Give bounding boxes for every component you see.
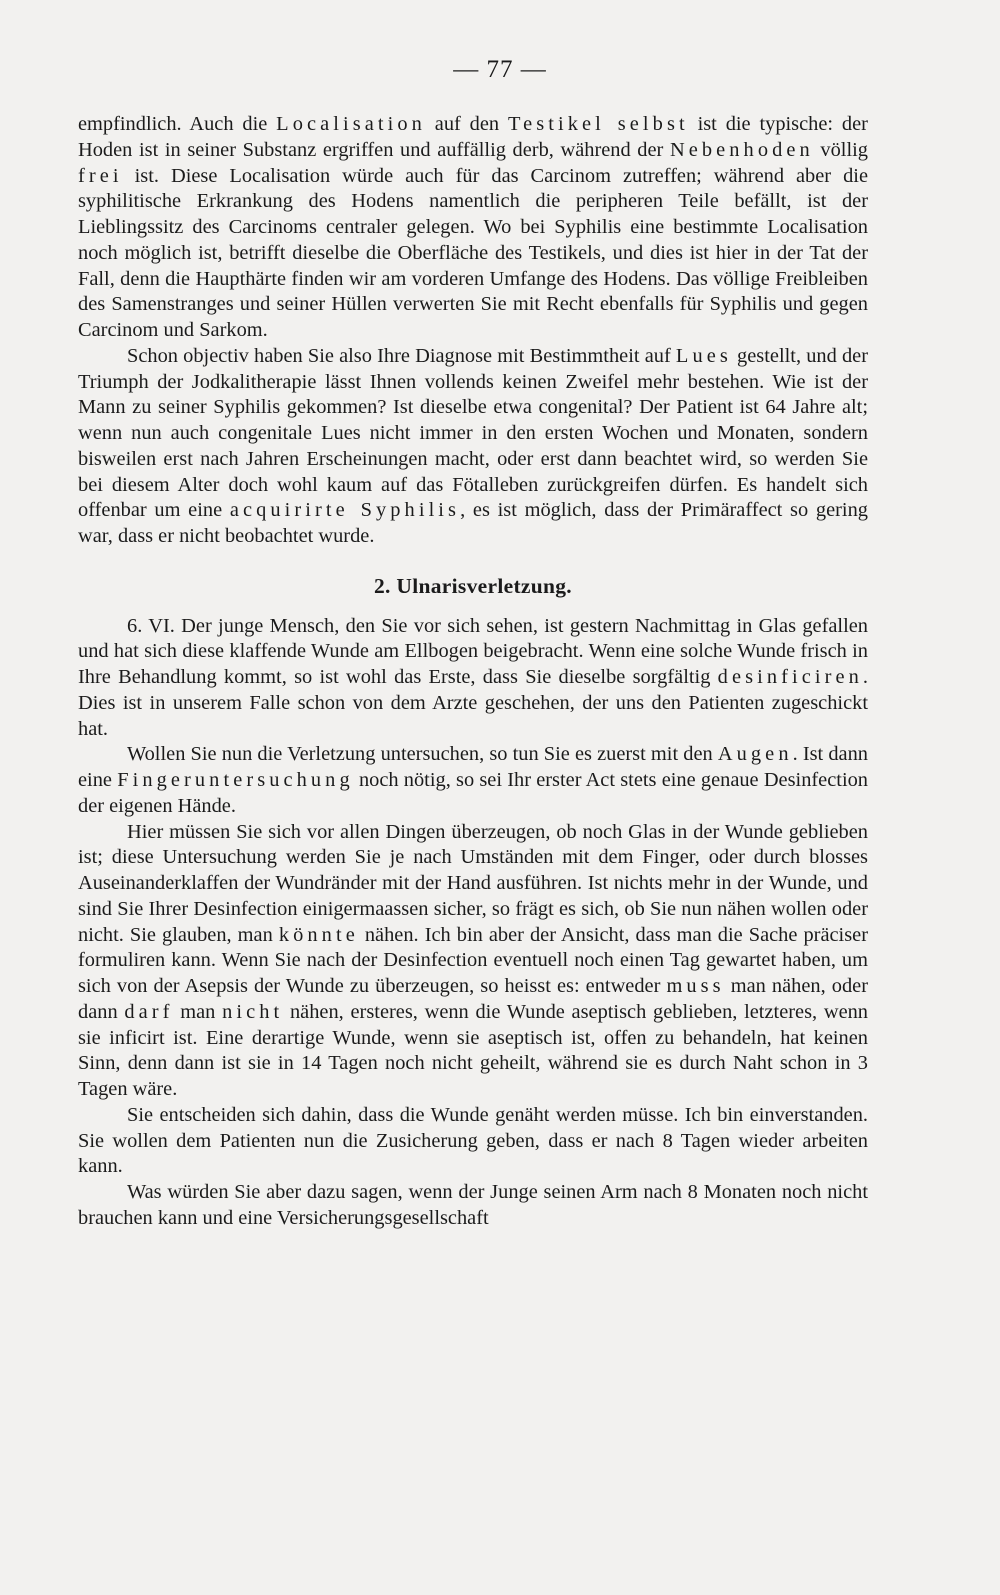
emphasized-text: könnte xyxy=(278,923,359,946)
paragraph xyxy=(78,1103,868,1180)
text-run: 6. VI. Der junge Mensch, den Sie vor sich sehen, ist gestern Nachmittag in Glas gefallen und hat sich diese klaffende Wunde am Ellbogen beigebracht. Wenn eine solche Wunde frisch in Ihre Behandlung kommt, so ist wohl das Erste, dass Sie dieselbe sorgfältig xyxy=(78,614,868,688)
text-run: Hier müssen Sie sich vor allen Dingen überzeugen, ob noch Glas in der Wunde geblieben ist; diese Untersuchung werden Sie je nach Umständen mit dem Finger, oder durch blosses Auseinanderklaffen der Wundränder mit der Hand ausführen. Ist nichts mehr in der Wunde, und sind Sie Ihrer Desinfection einigermaassen sicher, so frägt es sich, ob Sie nun nähen wollen oder nicht. Sie glauben, man xyxy=(78,820,868,946)
emphasized-text: darf xyxy=(124,1000,174,1023)
text-run: . Dies ist in unserem Falle schon von dem Arzte geschehen, der uns den Patienten zugeschickt hat. xyxy=(78,666,868,740)
paragraph xyxy=(78,820,868,1103)
emphasized-text: Fingeruntersuchung xyxy=(117,769,354,791)
emphasized-text: frei xyxy=(78,164,123,187)
text-run: nähen, ersteres, wenn die Wunde aseptisch geblieben, letzteres, wenn sie inficirt ist. Eine derartige Wunde, wenn sie aseptisch ist, offen zu behandeln, hat keinen Sinn, denn dann ist sie in 14 Tagen noch nicht geheilt, während sie es durch Naht schon in 3 Tagen wäre. xyxy=(78,1000,869,1100)
emphasized-text: nicht xyxy=(222,1000,284,1023)
paragraph xyxy=(78,344,868,550)
emphasized-text: acquirirte Syphilis xyxy=(229,499,461,522)
paragraph xyxy=(78,742,868,819)
paragraph xyxy=(78,1180,868,1232)
text-run: ist. Diese Localisation würde auch für das Carcinom zutreffen; während aber die syphilitische Erkrankung des Hodens namentlich die peripheren Teile befällt, ist der Lieblingssitz des Carcinoms centraler gelegen. Wo bei Syphilis eine bestimmte Localisation noch möglich ist, betrifft dieselbe die Oberfläche des Testikels, und dies ist hier in der Tat der Fall, denn die Haupthärte finden wir am vorderen Umfange des Hodens. Das völlige Freibleiben des Samenstranges und seiner Hüllen verwerten Sie mit Recht ebenfalls für Syphilis und gegen Carcinom und Sarkom. xyxy=(78,164,868,341)
text-run: Sie entscheiden sich dahin, dass die Wunde genäht werden müsse. Ich bin einverstanden. Sie wollen dem Patienten nun die Zusicherung geben, dass er nach 8 Tagen wieder arbeiten kann. xyxy=(78,1103,868,1178)
text-run: . Ist dann eine xyxy=(78,743,868,791)
emphasized-text: Lues xyxy=(675,344,732,367)
text-run: gestellt, und der Triumph der Jodkalitherapie lässt Ihnen vollends keinen Zweifel mehr bestehen. Wie ist der Mann zu seiner Syphilis gekommen? Ist dieselbe etwa congenital? Der Patient ist 64 Jahre alt; wenn nun auch congenitale Lues nicht immer in den ersten Wochen und Monaten, sondern bisweilen erst nach Jahren Erscheinungen macht, oder erst dann beachtet wird, so werden Sie bei diesem Alter doch wohl kaum auf das Fötalleben zurückgreifen dürfen. Es handelt sich offenbar um eine xyxy=(78,344,868,522)
text-run: Was würden Sie aber dazu sagen, wenn der Junge seinen Arm nach 8 Monaten noch nicht brauchen kann und eine Versicherungsgesellschaft xyxy=(78,1181,868,1229)
text-run: , es ist möglich, dass der Primäraffect so gering war, dass er nicht beobachtet wurde. xyxy=(78,499,868,547)
emphasized-text: muss xyxy=(666,975,725,997)
text-run: noch nötig, so sei Ihr erster Act stets eine genaue Desinfection der eigenen Hände. xyxy=(78,769,869,817)
body-text xyxy=(78,112,868,1232)
text-run: Wollen Sie nun die Verletzung untersuchen, so tun Sie es zuerst mit den xyxy=(127,743,718,766)
emphasized-text: Augen xyxy=(717,743,793,766)
emphasized-text: desinficiren xyxy=(717,666,863,688)
text-run: völlig xyxy=(813,138,868,161)
paragraph xyxy=(78,614,868,743)
page-number: — 77 — xyxy=(453,56,547,83)
emphasized-text: Localisation xyxy=(276,113,426,135)
text-run: man nähen, oder dann xyxy=(78,975,868,1023)
text-run: man xyxy=(173,1000,223,1023)
emphasized-text: Testikel selbst xyxy=(507,113,689,135)
text-run: ist die typische: der Hoden ist in seiner Substanz ergriffen und auffällig derb, während der xyxy=(78,113,868,161)
section-heading: 2. Ulnarisverletzung. xyxy=(374,573,572,598)
text-run: auf den xyxy=(425,113,508,135)
text-run: empfindlich. Auch die xyxy=(78,113,277,135)
paragraph xyxy=(78,112,868,344)
text-run: Schon objectiv haben Sie also Ihre Diagnose mit Bestimmtheit auf xyxy=(127,344,676,367)
emphasized-text: Nebenhoden xyxy=(669,138,814,161)
text-run: nähen. Ich bin aber der Ansicht, dass man die Sache präciser formuliren kann. Wenn Sie nach der Desinfection eventuell noch einen Tag gewartet haben, um sich von der Asepsis der Wunde zu überzeugen, so heisst es: entweder xyxy=(78,923,868,997)
